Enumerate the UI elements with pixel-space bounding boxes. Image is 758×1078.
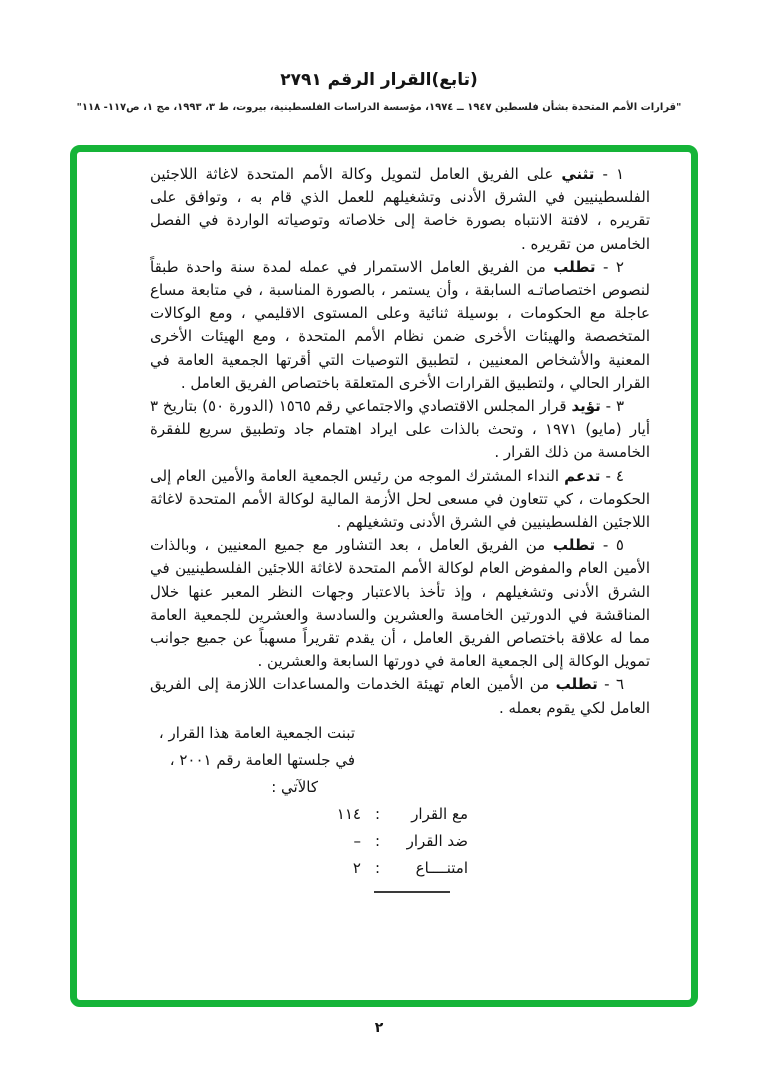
paragraph-number: ٤ - [605, 466, 624, 485]
vote-row-abstain [150, 855, 468, 882]
adoption-line: تبنت الجمعية العامة هذا القرار ، [158, 723, 355, 742]
operative-paragraph-6 [150, 673, 650, 719]
vote-separator: : [374, 858, 380, 877]
as-follows-line: كالآتي : [271, 777, 318, 796]
operative-paragraph-2 [150, 256, 650, 395]
page-number: ٢ [374, 1020, 384, 1036]
paragraph-number: ٥ - [602, 536, 624, 555]
resolution-title: (تابع)القرار الرقم ٢٧٩١ [280, 70, 478, 90]
paragraph-lead-verb: تثني [561, 165, 595, 183]
paragraph-text: من الفريق العامل الاستمرار في عمله لمدة سنة واحدة طبقاً لنصوص اختصاصاتـه السابقة ، وأن يستمر ، بالصورة المناسبة ، في متابعة مساع عاجلة مع الحكومات ، بوسيلة ثنائية وعلى المستوى الاقليمي ، ومع الوكالات المتخصصة والهيئات الأخرى ضمن نظام الأمم المتحدة ، ومع الهيئات الأخرى المعنية والأشخاص المعنيين ، لتطبيق التوصيات التي أقرتها الجمعية العامة في القرار الحالي ، ولتطبيق القرارات الأخرى المتعلقة باختصاص الفريق العامل . [150, 257, 650, 392]
operative-paragraph-5 [150, 534, 650, 673]
vote-abstain-label: امتنــــاع [415, 858, 468, 877]
paragraph-lead-verb: تطلب [552, 536, 596, 555]
vote-row-for [150, 801, 468, 828]
paragraph-text: النداء المشترك الموجه من رئيس الجمعية العامة والأمين العام إلى الحكومات ، كي تتعاون في مسعى لحل الأزمة المالية لوكالة الأمم المتحدة لاغاثة اللاجئين الفلسطينيين في الشرق الأدنى وتشغيلهم . [150, 466, 650, 532]
operative-paragraph-3 [150, 395, 650, 465]
paragraph-lead-verb: تدعم [564, 466, 601, 485]
vote-for-count: ١١٤ [336, 804, 361, 823]
vote-divider [374, 891, 450, 893]
vote-against-count: – [353, 831, 361, 850]
vote-separator: : [374, 831, 380, 850]
paragraph-number: ١ - [602, 165, 624, 183]
vote-row-against [150, 828, 468, 855]
vote-abstain-count: ٢ [352, 858, 361, 877]
green-border-frame [70, 145, 698, 1007]
paragraph-text: على الفريق العامل لتمويل وكالة الأمم المتحدة لاغاثة اللاجئين الفلسطينيين في الشرق الأدنى وتشغيلهم للعمل الذي قام به ، وتوافق على تقريره ، لافتة الانتباه بصورة خاصة إلى خلاصاته وتوصياته الواردة في الفصل الخامس من تقريره . [150, 165, 650, 253]
paragraph-lead-verb: تؤيد [571, 397, 601, 416]
paragraph-lead-verb: تطلب [553, 257, 596, 276]
paragraph-number: ٣ - [605, 397, 624, 416]
paragraph-text: قرار المجلس الاقتصادي والاجتماعي رقم ١٥٦٥ (الدورة ٥٠) بتاريخ ٣ أيار (مايو) ١٩٧١ ، وتحث بالذات على ايراد اهتمام جاد وتطبيق سريع للفقرة الخامسة من ذلك القرار . [150, 397, 650, 462]
paragraph-text: من الأمين العام تهيئة الخدمات والمساعدات اللازمة إلى الفريق العامل لكي يقوم بعمله . [150, 675, 650, 717]
session-line: في جلستها العامة رقم ٢٠٠١ ، [169, 750, 355, 769]
paragraph-number: ٦ - [604, 675, 624, 694]
vote-against-label: ضد القرار [406, 831, 468, 850]
resolution-body [150, 163, 650, 893]
vote-separator: : [374, 804, 380, 823]
paragraph-lead-verb: تطلب [555, 675, 598, 694]
source-citation: "قرارات الأمم المتحدة بشأن فلسطين ١٩٤٧ ــ ١٩٧٤، مؤسسة الدراسات الفلسطينية، بيروت، ط ٣، ١٩٩٣، مج ١، ص١١٧- ١١٨" [76, 102, 682, 113]
paragraph-number: ٢ - [603, 257, 624, 276]
vote-for-label: مع القرار [411, 804, 468, 823]
paragraph-text: من الفريق العامل ، بعد التشاور مع جميع المعنيين ، وبالذات الأمين العام والمفوض العام لوكالة الأمم المتحدة لاغاثة اللاجئين الفلسطينيين في الشرق الأدنى وتشغيلهم ، وإذ تأخذ بالاعتبار وجهات النظر المعبر عنها خلال المناقشة في الدورتين الخامسة والعشرين والسادسة والعشرين للجمعية العامة مما له علاقة باختصاص الفريق العامل ، أن يقدم تقريراً مسهباً عن جميع جوانب تمويل الوكالة إلى الجمعية العامة في دورتها السابعة والعشرين . [150, 536, 650, 671]
operative-paragraph-1 [150, 163, 650, 256]
operative-paragraph-4 [150, 465, 650, 535]
